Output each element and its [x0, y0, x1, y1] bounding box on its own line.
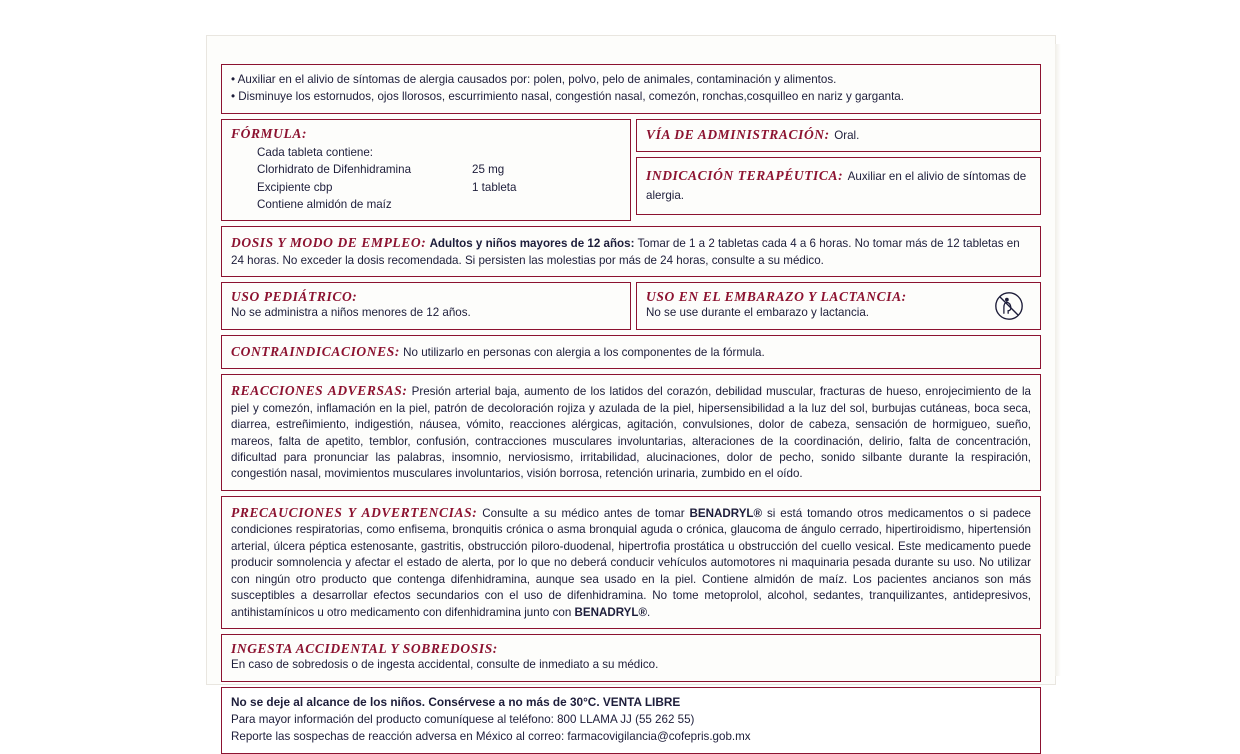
indications-bullets-panel	[221, 64, 1041, 114]
indicacion-terapeutica-heading: INDICACIÓN TERAPÉUTICA:	[646, 168, 843, 183]
footer-warning-line: No se deje al alcance de los niños. Consérvese a no más de 30°C. VENTA LIBRE	[231, 695, 1031, 709]
formula-ingredient-value: 25 mg	[472, 161, 504, 178]
formula-table	[231, 144, 621, 214]
brand-name-benadryl: BENADRYL®	[690, 507, 763, 520]
precauciones-heading: PRECAUCIONES Y ADVERTENCIAS:	[231, 505, 477, 520]
uso-pediatrico-text: No se administra a niños menores de 12 años.	[231, 305, 621, 321]
contraindicaciones-panel	[221, 335, 1041, 369]
ingesta-accidental-panel	[221, 634, 1041, 681]
contraindicaciones-content	[231, 342, 1031, 361]
formula-row	[221, 119, 1041, 222]
formula-intro: Cada tableta contiene:	[231, 144, 373, 161]
via-administracion-text: Oral.	[834, 129, 859, 142]
precauciones-text-part3: .	[647, 606, 650, 619]
precauciones-text-part2: si está tomando otros medicamentos o si padece condiciones respiratorias, como enfisema, bronquitis crónica o asma bronquial aguda o crónica, glaucoma de ángulo cerrado, hipertiroidismo, hipertensión arterial, úlcera péptica estenosante, gastritis, obstrucción piloro-duodenal, hipertrofia prostática u obstrucción del cuello vesical. Este medicamento puede producir somnolencia y afectar el estado de alerta, por lo que no deberá conducir vehículos automotores ni maquinaria pesada durante su uso. No utilizar con ningún otro producto que contenga difenhidramina, aunque sea usado en la piel. Contiene almidón de maíz. Los pacientes ancianos son más susceptibles a desarrollar efectos secundarios con el uso de difenhidramina. No tome metoprolol, alcohol, sedantes, tranquilizantes, antidepresivos, antihistamínicos u otro medicamento con difenhidramina junto con	[231, 507, 1031, 619]
brand-name-benadryl: BENADRYL®	[575, 606, 648, 619]
bullet-line-2: • Disminuye los estornudos, ojos llorosos, escurrimiento nasal, congestión nasal, comezón, ronchas,cosquilleo en nariz y garganta.	[231, 88, 1031, 105]
uso-pediatrico-panel	[221, 282, 631, 329]
reacciones-adversas-heading: REACCIONES ADVERSAS:	[231, 383, 407, 398]
embarazo-lactancia-panel	[636, 282, 1041, 329]
contraindicaciones-heading: CONTRAINDICACIONES:	[231, 344, 400, 359]
precauciones-text-part1: Consulte a su médico antes de tomar	[482, 507, 689, 520]
formula-intro-row	[231, 144, 621, 161]
indicacion-terapeutica-text: Auxiliar en el alivio de síntomas de alergia.	[646, 170, 1026, 201]
footer-phone-line: Para mayor información del producto comuníquese al teléfono: 800 LLAMA JJ (55 262 55)	[231, 711, 1031, 728]
bullet-line-1: • Auxiliar en el alivio de síntomas de alergia causados por: polen, polvo, pelo de animales, contaminación y alimentos.	[231, 71, 1031, 88]
dosis-heading: DOSIS Y MODO DE EMPLEO:	[231, 235, 426, 250]
formula-ingredient-name: Contiene almidón de maíz	[231, 196, 472, 213]
medicine-carton	[207, 36, 1055, 684]
formula-ingredient-name: Excipiente cbp	[231, 179, 472, 196]
via-indicacion-column	[636, 119, 1041, 222]
pediatrico-embarazo-row	[221, 282, 1041, 329]
formula-row	[231, 161, 621, 178]
formula-ingredient-name: Clorhidrato de Difenhidramina	[231, 161, 472, 178]
via-administracion-panel	[636, 119, 1041, 152]
formula-heading: FÓRMULA:	[231, 126, 621, 142]
dosis-content	[231, 233, 1031, 269]
via-administracion-heading: VÍA DE ADMINISTRACIÓN:	[646, 127, 830, 142]
reacciones-adversas-text: Presión arterial baja, aumento de los latidos del corazón, debilidad muscular, fracturas de hueso, enrojecimiento de la piel y comezón, inflamación en la piel, patrón de decoloración rojiza y azulada de la piel, hipersensibilidad a la luz del sol, burbujas cutáneas, boca seca, diarrea, estreñimiento, indigestión, náusea, vómito, reacciones alérgicas, agitación, convulsiones, dolor de cabeza, sensación de hormigueo, sueño, mareos, falta de apetito, temblor, confusión, contracciones musculares involuntarias, alteraciones de la coordinación, delirio, falta de concentración, dificultad para pronunciar las palabras, insomnio, nerviosismo, irritabilidad, alucinaciones, dolor de pecho, sonido silbante durante la respiración, congestión nasal, movimientos musculares involuntarios, visión borrosa, retención urinaria, zumbido en el oído.	[231, 385, 1031, 480]
dosis-text: Tomar de 1 a 2 tabletas cada 4 a 6 horas. No tomar más de 12 tabletas en 24 horas. No exceder la dosis recomendada. Si persisten las molestias por más de 24 horas, consulte a su médico.	[231, 237, 1020, 266]
formula-panel	[221, 119, 631, 222]
embarazo-lactancia-heading: USO EN EL EMBARAZO Y LACTANCIA:	[646, 289, 1031, 305]
reacciones-adversas-panel	[221, 374, 1041, 491]
formula-row	[231, 179, 621, 196]
no-pregnancy-icon	[992, 289, 1026, 323]
ingesta-accidental-text: En caso de sobredosis o de ingesta accidental, consulte de inmediato a su médico.	[231, 657, 1031, 673]
reacciones-adversas-content	[231, 381, 1031, 483]
uso-pediatrico-heading: USO PEDIÁTRICO:	[231, 289, 621, 305]
footer-panel	[221, 687, 1041, 754]
precauciones-content	[231, 503, 1031, 621]
precauciones-advertencias-panel	[221, 496, 1041, 629]
embarazo-lactancia-text: No se use durante el embarazo y lactancia.	[646, 305, 1031, 321]
dosis-lead: Adultos y niños mayores de 12 años:	[430, 237, 635, 250]
dosis-panel	[221, 226, 1041, 277]
ingesta-accidental-heading: INGESTA ACCIDENTAL Y SOBREDOSIS:	[231, 641, 1031, 657]
label-content	[221, 64, 1041, 754]
formula-row	[231, 196, 621, 213]
indicacion-terapeutica-panel	[636, 157, 1041, 215]
footer-email-line: Reporte las sospechas de reacción adversa en México al correo: farmacovigilancia@cofepris.gob.mx	[231, 728, 1031, 745]
formula-ingredient-value: 1 tableta	[472, 179, 516, 196]
contraindicaciones-text: No utilizarlo en personas con alergia a los componentes de la fórmula.	[403, 346, 765, 359]
